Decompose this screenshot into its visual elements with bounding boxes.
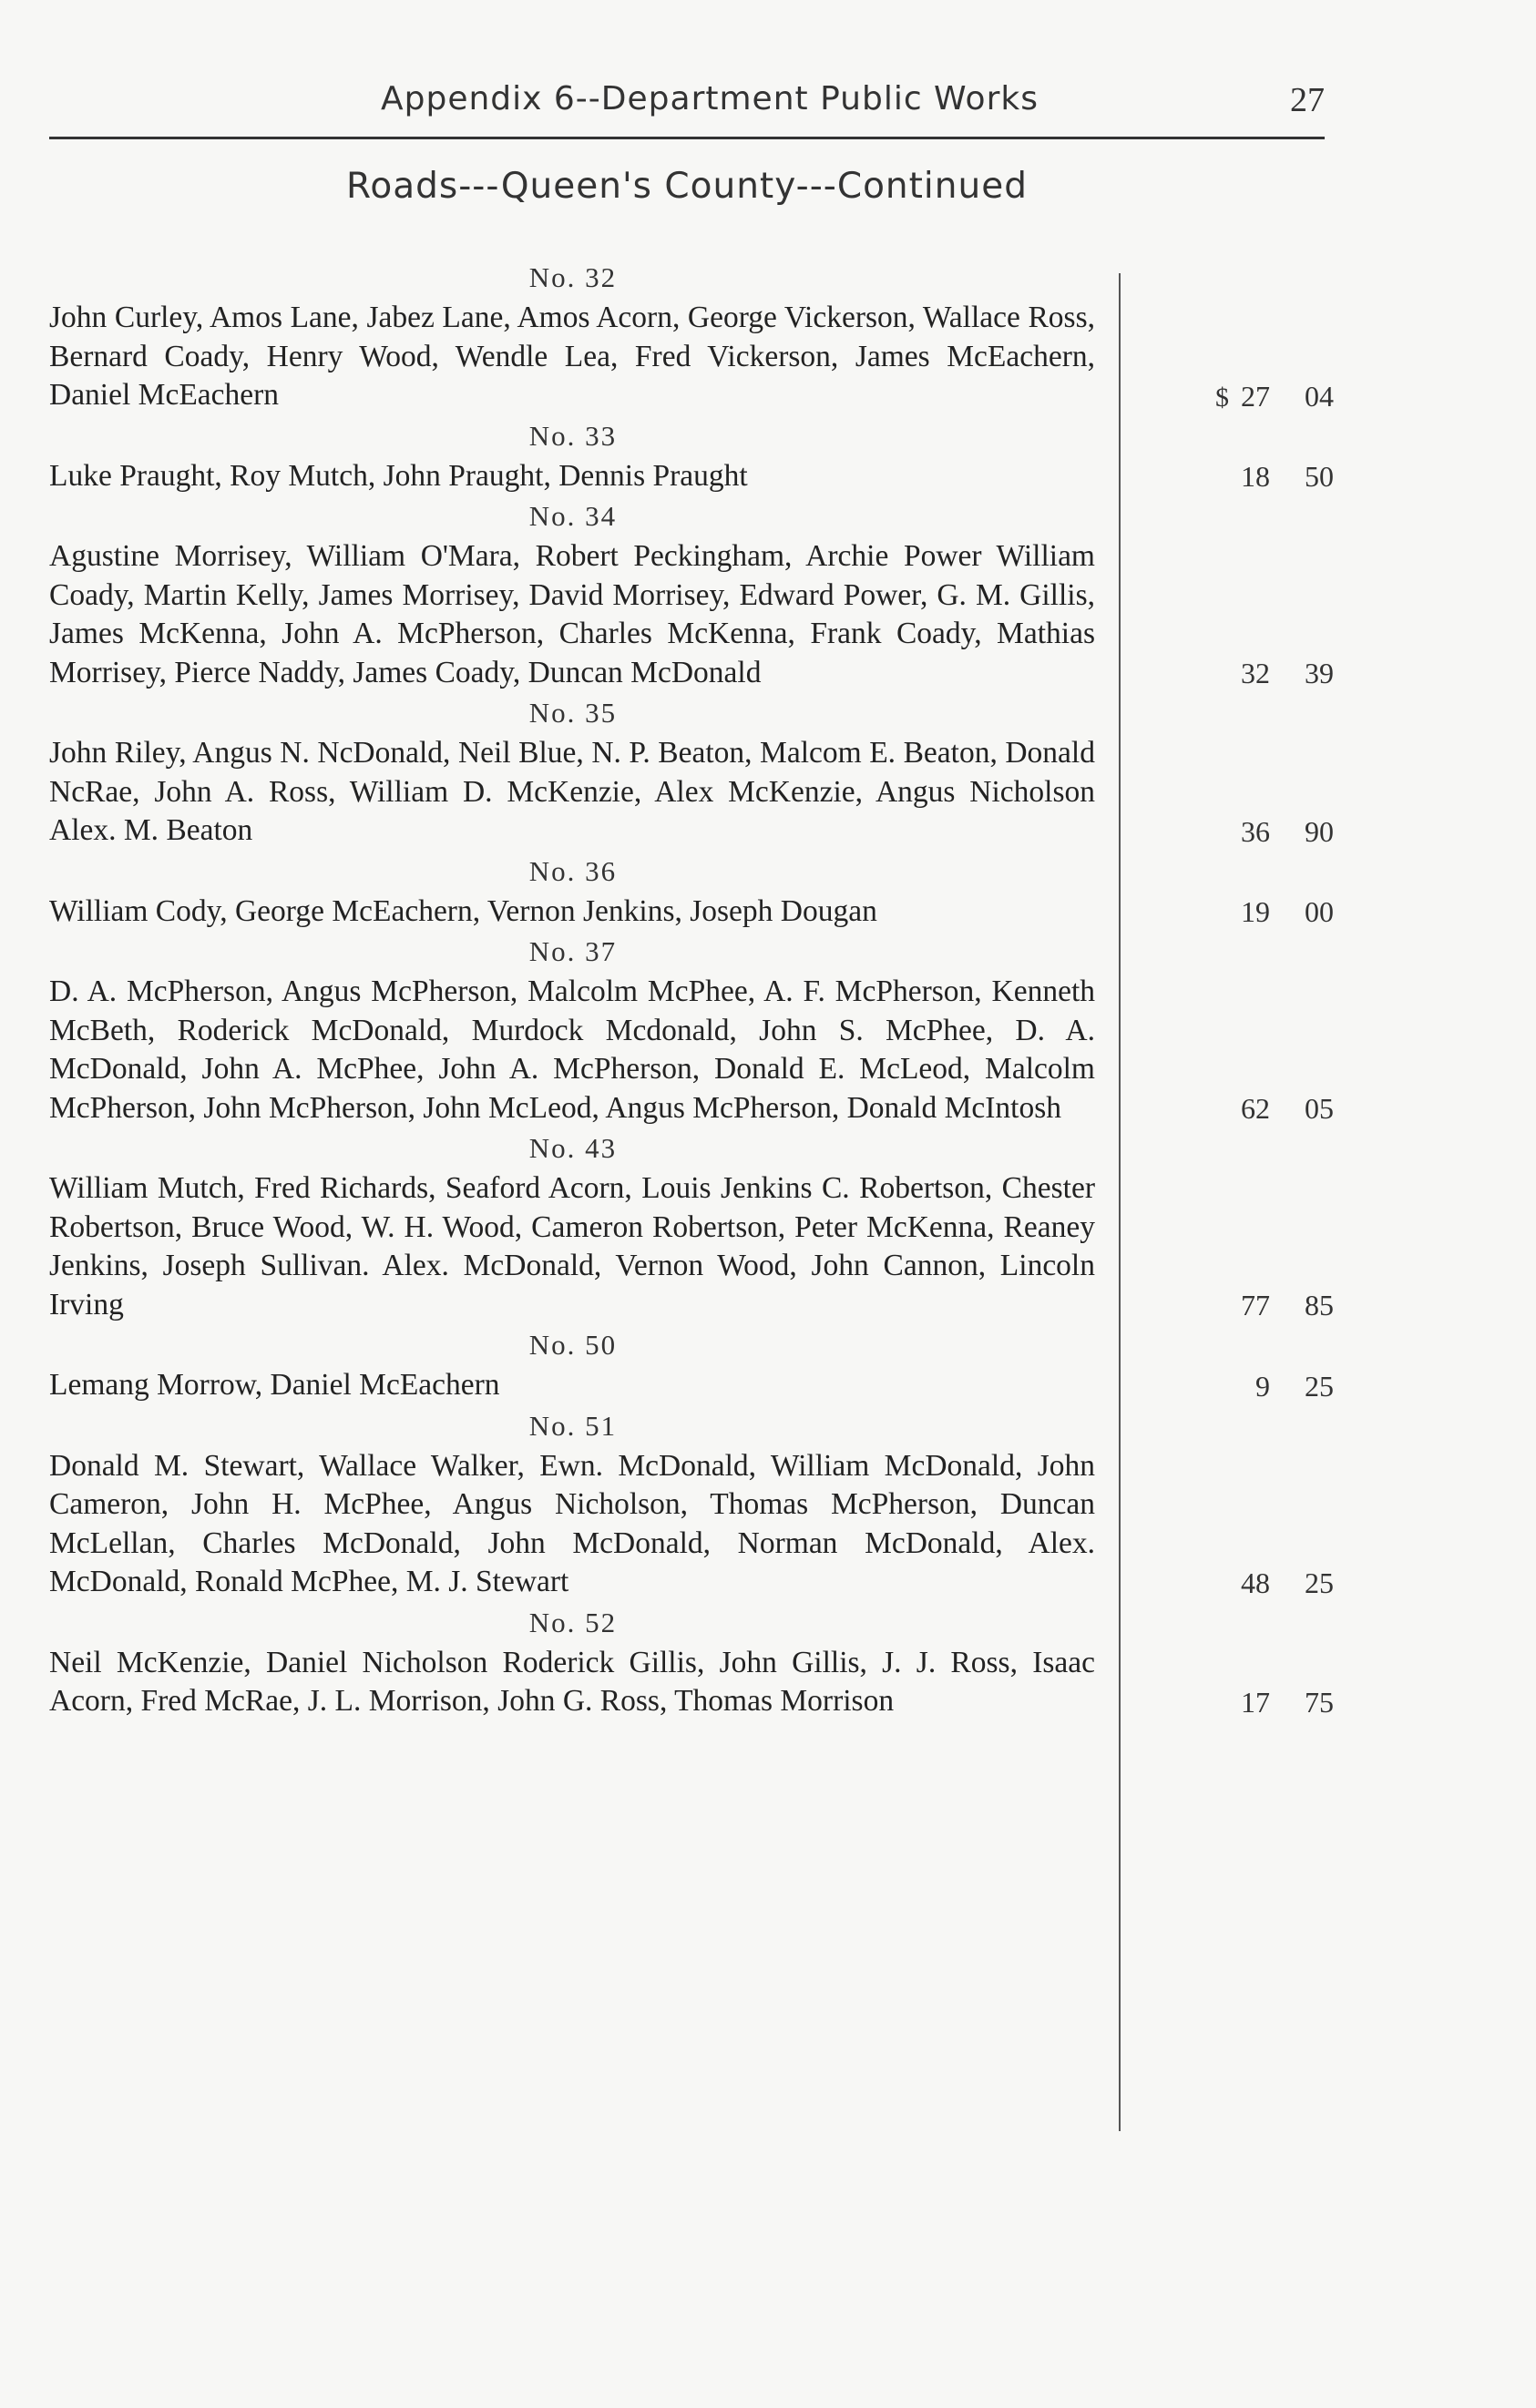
contract-body — [49, 893, 1334, 932]
amount-dollars: 9 — [1255, 1369, 1270, 1403]
running-head — [49, 80, 1325, 135]
amount-cents: 39 — [1305, 657, 1334, 689]
contract-body — [49, 1447, 1334, 1602]
contract-names: D. A. McPherson, Angus McPherson, Malcolm McPhee, A. F. McPherson, Kenneth McBeth, Roderick McDonald, Murdock Mcdonald, John S. McPhee, D. A. McDonald, John A. McPhee, John A. McPherson, Donald E. McLeod, Malcolm McPherson, John McPherson, John McLeod, Angus McPherson, Donald McIntosh — [49, 974, 1095, 1125]
contract-number: No. 37 — [528, 935, 618, 967]
amount-cents: 85 — [1305, 1289, 1334, 1321]
amount-cents: 04 — [1305, 379, 1334, 413]
contract-entry — [49, 257, 1334, 415]
contract-entry — [49, 931, 1334, 1127]
contract-names: Lemang Morrow, Daniel McEachern — [49, 1368, 500, 1402]
amount-dollars: 48 — [1241, 1566, 1270, 1599]
contract-body — [49, 299, 1334, 415]
contract-names: Donald M. Stewart, Wallace Walker, Ewn. McDonald, William McDonald, John Cameron, John H. McPhee, Angus Nicholson, Thomas McPherson, Duncan McLellan, Charles McDonald, John McDonald, Norman McDonald, Alex. McDonald, Ronald McPhee, M. J. Stewart — [49, 1448, 1095, 1598]
contract-number: No. 32 — [528, 261, 618, 293]
contract-body — [49, 734, 1334, 851]
section-title: Roads---Queen's County---Continued — [346, 166, 1028, 207]
contract-number: No. 36 — [528, 854, 618, 887]
amount-dollars: 32 — [1241, 657, 1270, 689]
amount-dollars: 77 — [1241, 1289, 1270, 1321]
contract-body — [49, 1169, 1334, 1324]
contract-number: No. 34 — [528, 500, 618, 532]
contract-entry — [49, 851, 1334, 932]
amount-cents: 25 — [1305, 1369, 1334, 1403]
currency-symbol: $ — [1215, 382, 1229, 413]
contract-body — [49, 1644, 1334, 1721]
amount-cents: 05 — [1305, 1092, 1334, 1125]
contract-body — [49, 537, 1334, 692]
contract-body — [49, 973, 1334, 1127]
contract-names: William Mutch, Fred Richards, Seaford Acorn, Louis Jenkins C. Robertson, Chester Robertson, Bruce Wood, W. H. Wood, Cameron Robertson, Peter McKenna, Reaney Jenkins, Joseph Sullivan. Alex. McDonald, Vernon Wood, John Cannon, Lincoln Irving — [49, 1171, 1095, 1321]
amount-dollars: 36 — [1241, 814, 1270, 848]
contract-list — [49, 257, 1334, 1721]
contract-number: No. 35 — [528, 697, 618, 729]
contract-entry — [49, 692, 1334, 851]
amount-cents: 50 — [1305, 460, 1334, 493]
amount-dollars: 18 — [1241, 460, 1270, 493]
contract-entry — [49, 495, 1334, 692]
contract-names: Neil McKenzie, Daniel Nicholson Roderick Gillis, John Gillis, J. J. Ross, Isaac Acorn, Fred McRae, J. L. Morrison, John G. Ross, Thomas Morrison — [49, 1645, 1095, 1718]
contract-number: No. 50 — [528, 1329, 618, 1361]
contract-names: Luke Praught, Roy Mutch, John Praught, Dennis Praught — [49, 458, 748, 493]
header-rule — [49, 137, 1325, 139]
contract-entry — [49, 1324, 1334, 1405]
amount-dollars: 19 — [1241, 895, 1270, 928]
amount-cents: 00 — [1305, 895, 1334, 928]
contract-names: Agustine Morrisey, William O'Mara, Robert Peckingham, Archie Power William Coady, Martin Kelly, James Morrisey, David Morrisey, Edward Power, G. M. Gillis, James McKenna, John A. McPherson, Charles McKenna, Frank Coady, Mathias Morrisey, Pierce Naddy, James Coady, Duncan McDonald — [49, 539, 1095, 689]
amount-cents: 90 — [1305, 814, 1334, 848]
contract-entry — [49, 415, 1334, 496]
contract-entry — [49, 1405, 1334, 1602]
amount-dollars: 27 — [1241, 379, 1270, 413]
page-number: 27 — [1290, 81, 1325, 119]
contract-entry — [49, 1127, 1334, 1324]
contract-body — [49, 457, 1334, 496]
contract-entry — [49, 1602, 1334, 1721]
contract-number: No. 52 — [528, 1606, 618, 1638]
amount-dollars: 17 — [1241, 1685, 1270, 1719]
contract-names: William Cody, George McEachern, Vernon Jenkins, Joseph Dougan — [49, 893, 877, 928]
running-title: Appendix 6--Department Public Works — [381, 80, 1039, 117]
contract-names: John Curley, Amos Lane, Jabez Lane, Amos Acorn, George Vickerson, Wallace Ross, Bernard Coady, Henry Wood, Wendle Lea, Fred Vickerson, James McEachern, Daniel McEachern — [49, 301, 1095, 412]
amount-cents: 75 — [1305, 1685, 1334, 1719]
contract-names: John Riley, Angus N. NcDonald, Neil Blue, N. P. Beaton, Malcom E. Beaton, Donald NcRae, John A. Ross, William D. McKenzie, Alex McKenzie, Angus Nicholson Alex. M. Beaton — [49, 736, 1095, 847]
contract-number: No. 33 — [528, 419, 618, 452]
contract-number: No. 51 — [528, 1409, 618, 1442]
amount-dollars: 62 — [1241, 1092, 1270, 1125]
contract-body — [49, 1366, 1334, 1405]
amount-cents: 25 — [1305, 1566, 1334, 1599]
contract-number: No. 43 — [528, 1132, 618, 1164]
